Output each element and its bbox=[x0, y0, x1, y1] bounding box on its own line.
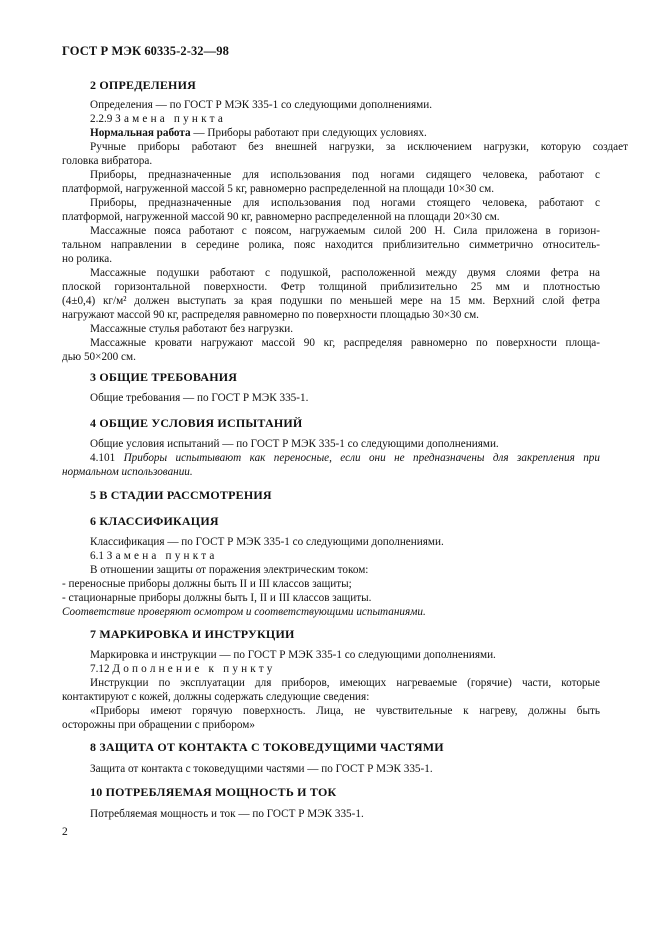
note-line: нормальном использовании. bbox=[62, 466, 193, 478]
section-3-heading: 3 ОБЩИЕ ТРЕБОВАНИЯ bbox=[90, 370, 238, 384]
paragraph-line: Ручные приборы работают без внешней нагрузки, за исключением нагрузки, которую создает bbox=[90, 141, 628, 153]
note-text: Приборы испытывают как переносные, если они не предназначены для закрепления при bbox=[123, 452, 600, 464]
clause-number: 7.12 bbox=[90, 663, 110, 675]
paragraph-line: (4±0,4) кг/м² должен выступать за края подушки по меньшей мере на 15 мм. Верхний слой фетра bbox=[62, 295, 600, 307]
paragraph-line: Классификация — по ГОСТ Р МЭК 335-1 со следующими дополнениями. bbox=[90, 536, 444, 548]
paragraph-line: Приборы, предназначенные для использования под ногами стоящего человека, работают с bbox=[90, 197, 600, 209]
section-7-heading: 7 МАРКИРОВКА И ИНСТРУКЦИИ bbox=[90, 627, 295, 641]
section-5-heading: 5 В СТАДИИ РАССМОТРЕНИЯ bbox=[90, 488, 272, 502]
clause-reference bbox=[90, 112, 226, 126]
paragraph-line: Массажные подушки работают с подушкой, расположенной между двумя слоями фетра на bbox=[90, 267, 600, 279]
paragraph-line: Массажные стулья работают без нагрузки. bbox=[90, 323, 294, 335]
list-item: - переносные приборы должны быть II и III классов защиты; bbox=[62, 578, 352, 590]
page-number: 2 bbox=[62, 826, 68, 838]
section-2-heading: 2 ОПРЕДЕЛЕНИЯ bbox=[90, 78, 196, 92]
clause-number: 4.101 bbox=[90, 452, 116, 464]
paragraph-line: Массажные кровати нагружают массой 90 кг, распределяя равномерно по поверхности площа- bbox=[90, 337, 600, 349]
running-header: ГОСТ Р МЭК 60335-2-32—98 bbox=[62, 44, 229, 58]
paragraph-line: нагружают массой 90 кг, распределяя равномерно по поверхности площадью 30×30 см. bbox=[62, 309, 479, 321]
section-8-heading: 8 ЗАЩИТА ОТ КОНТАКТА С ТОКОВЕДУЩИМИ ЧАСТЯМИ bbox=[90, 740, 444, 754]
paragraph-line: платформой, нагруженной массой 5 кг, равномерно распределенной на площади 10×30 см. bbox=[62, 183, 495, 195]
section-6-heading: 6 КЛАССИФИКАЦИЯ bbox=[90, 514, 219, 528]
paragraph-line: головка вибратора. bbox=[62, 155, 153, 167]
paragraph-line: Потребляемая мощность и ток — по ГОСТ Р МЭК 335-1. bbox=[90, 808, 364, 820]
paragraph-line: Приборы, предназначенные для использования под ногами сидящего человека, работают с bbox=[90, 169, 600, 181]
paragraph-line: Определения — по ГОСТ Р МЭК 335-1 со следующими дополнениями. bbox=[90, 99, 433, 111]
definition-text: — Приборы работают при следующих условиях. bbox=[190, 127, 427, 139]
section-4-heading: 4 ОБЩИЕ УСЛОВИЯ ИСПЫТАНИЙ bbox=[90, 416, 303, 430]
clause-number: 6.1 bbox=[90, 550, 104, 562]
paragraph-line: Маркировка и инструкции — по ГОСТ Р МЭК 335-1 со следующими дополнениями. bbox=[90, 649, 496, 661]
paragraph-line: платформой, нагруженной массой 90 кг, равномерно распределенной на площади 20×30 см. bbox=[62, 211, 500, 223]
list-item: - стационарные приборы должны быть I, II и III классов защиты. bbox=[62, 592, 372, 604]
clause-action: Дополнение к пункту bbox=[112, 663, 276, 675]
quote-line: «Приборы имеют горячую поверхность. Лица, не чувствительные к нагреву, должны быть bbox=[90, 705, 600, 717]
clause-reference bbox=[90, 549, 218, 563]
paragraph-line: дью 50×200 см. bbox=[62, 351, 136, 363]
clause-reference bbox=[90, 662, 276, 676]
paragraph-line: Массажные пояса работают с поясом, нагружаемым силой 200 Н. Сила приложена в горизон- bbox=[90, 225, 600, 237]
quote-line: осторожны при обращении с прибором» bbox=[62, 719, 255, 731]
paragraph-line: контактируют с кожей, должны содержать следующие сведения: bbox=[62, 691, 370, 703]
clause-action: Замена пункта bbox=[106, 550, 218, 562]
section-10-heading: 10 ПОТРЕБЛЯЕМАЯ МОЩНОСТЬ И ТОК bbox=[90, 785, 337, 799]
clause-action: Замена пункта bbox=[115, 113, 226, 125]
paragraph-line: Общие требования — по ГОСТ Р МЭК 335-1. bbox=[90, 392, 309, 404]
paragraph-line: плоской горизонтальной поверхности. Фетр толщиной приблизительно 25 мм и плотностью bbox=[62, 281, 600, 293]
compliance-note: Соответствие проверяют осмотром и соответствующими испытаниями. bbox=[62, 606, 426, 618]
definition-line bbox=[90, 126, 427, 140]
paragraph-line: тальном направлении в середине ролика, пояс находится приблизительно симметрично относитель- bbox=[62, 239, 600, 251]
paragraph-line: Защита от контакта с токоведущими частями — по ГОСТ Р МЭК 335-1. bbox=[90, 763, 433, 775]
paragraph-line: Общие условия испытаний — по ГОСТ Р МЭК 335-1 со следующими дополнениями. bbox=[90, 438, 499, 450]
paragraph-line: В отношении защиты от поражения электрическим током: bbox=[90, 564, 369, 576]
defined-term: Нормальная работа bbox=[90, 127, 191, 139]
paragraph-line: но ролика. bbox=[62, 253, 113, 265]
paragraph-line: Инструкции по эксплуатации для приборов, имеющих нагреваемые (горячие) части, которые bbox=[90, 677, 600, 689]
clause-number: 2.2.9 bbox=[90, 113, 113, 125]
note-line bbox=[90, 451, 600, 465]
